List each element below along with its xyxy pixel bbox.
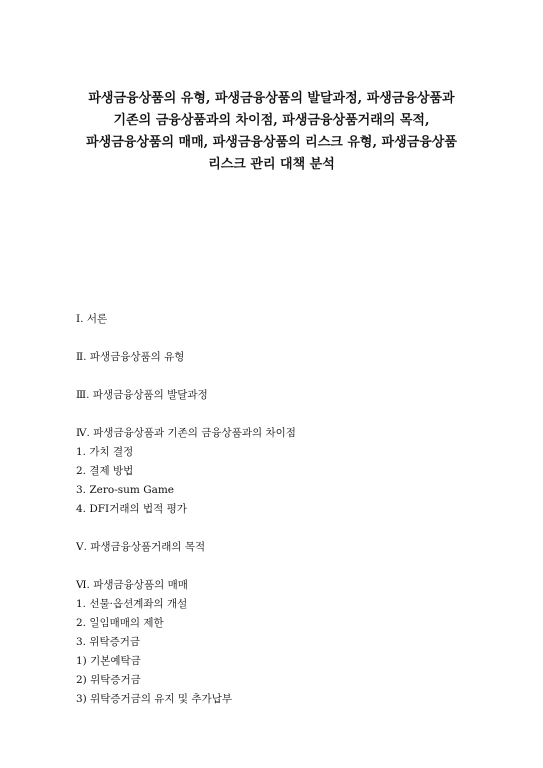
toc-section-1 — [76, 310, 506, 329]
toc-heading-types: Ⅱ. 파생금융상품의 유형 — [76, 351, 185, 363]
toc-section-2 — [76, 348, 506, 367]
toc-item: 3. 위탁증거금 — [76, 636, 141, 648]
toc-heading-purpose: Ⅴ. 파생금융상품거래의 목적 — [76, 541, 206, 553]
toc-heading-introduction: Ⅰ. 서론 — [76, 313, 108, 325]
document-title — [40, 88, 503, 176]
title-line-2: 기존의 금융상품과의 차이점, 파생금융상품거래의 목적, — [113, 113, 430, 128]
toc-item: 1. 선물·옵션계좌의 개설 — [76, 598, 188, 610]
title-line-4: 리스크 관리 대책 분석 — [208, 157, 335, 172]
toc-heading-differences: Ⅳ. 파생금융상품과 기존의 금융상품과의 차이점 — [76, 427, 296, 439]
toc-section-6 — [76, 576, 506, 709]
title-line-1: 파생금융상품의 유형, 파생금융상품의 발달과정, 파생금융상품과 — [88, 91, 455, 106]
toc-heading-development: Ⅲ. 파생금융상품의 발달과정 — [76, 389, 208, 401]
toc-item: 2) 위탁증거금 — [76, 674, 141, 686]
table-of-contents — [76, 310, 506, 709]
toc-item: 1) 기본예탁금 — [76, 655, 141, 667]
toc-item: 4. DFI거래의 법적 평가 — [76, 503, 187, 515]
toc-section-3 — [76, 386, 506, 405]
toc-section-4 — [76, 424, 506, 519]
toc-heading-trading: Ⅵ. 파생금융상품의 매매 — [76, 579, 188, 591]
toc-item: 3) 위탁증거금의 유지 및 추가납부 — [76, 693, 232, 705]
title-line-3: 파생금융상품의 매매, 파생금융상품의 리스크 유형, 파생금융상품 — [86, 135, 457, 150]
toc-item: 3. Zero-sum Game — [76, 484, 175, 496]
toc-item: 1. 가치 결정 — [76, 446, 134, 458]
toc-item: 2. 결제 방법 — [76, 465, 134, 477]
toc-item: 2. 일임매매의 제한 — [76, 617, 164, 629]
toc-section-5 — [76, 538, 506, 557]
